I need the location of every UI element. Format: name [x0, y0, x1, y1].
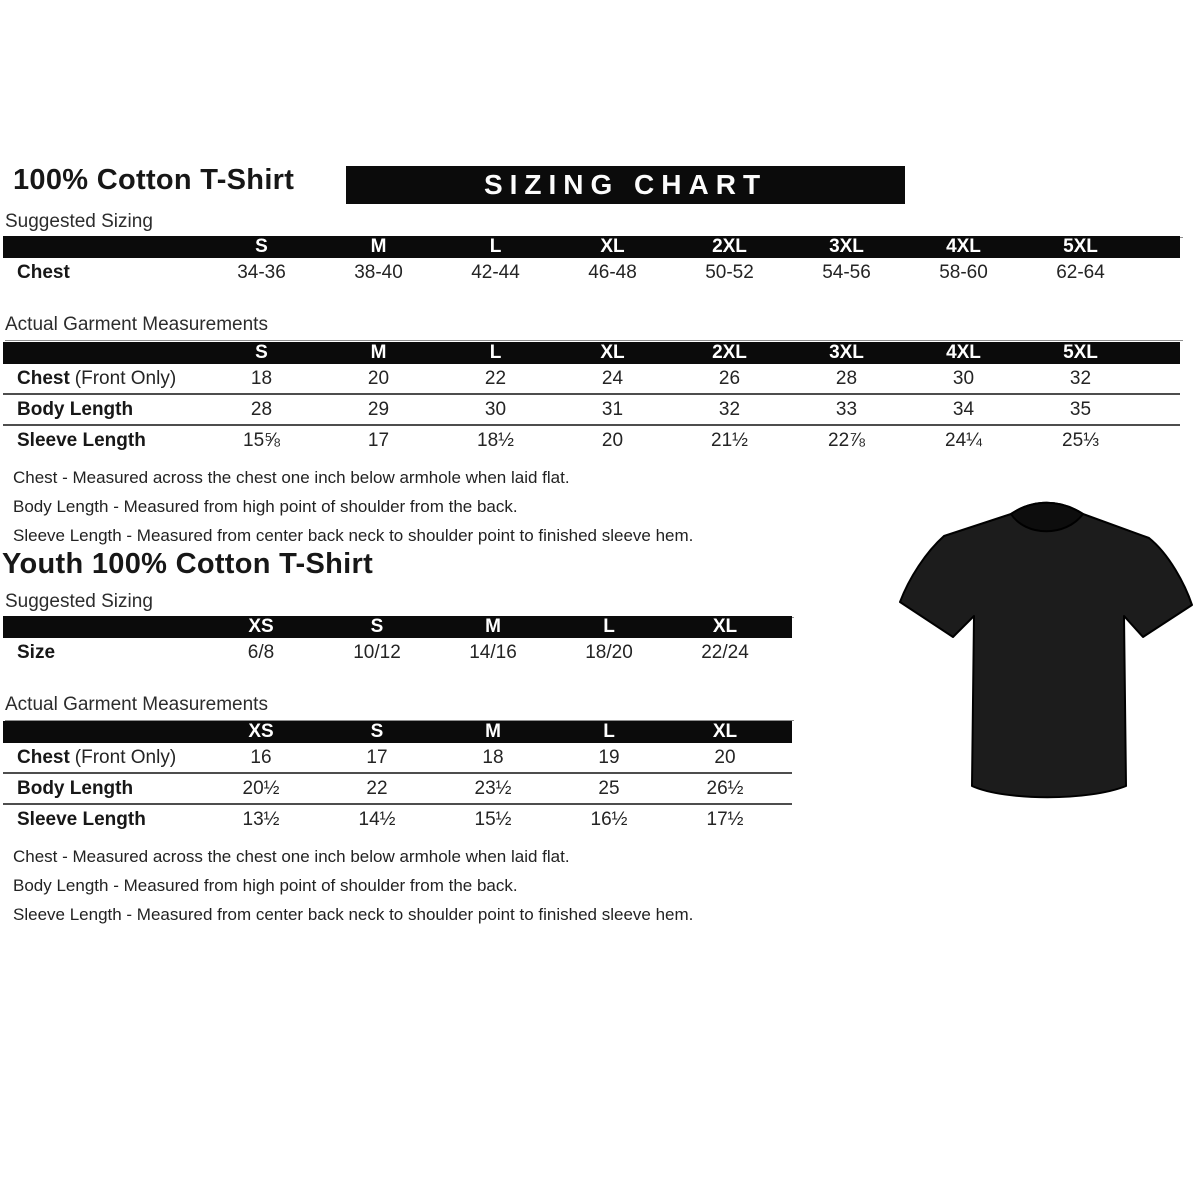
table-row-chest — [3, 258, 1180, 287]
youth-actual-table — [3, 721, 792, 834]
cell-value: 50-52 — [705, 262, 754, 283]
cell-value: 22⅞ — [828, 430, 865, 451]
sizing-chart-banner-text: SIZING CHART — [483, 169, 768, 200]
youth-title: Youth 100% Cotton T-Shirt — [2, 548, 374, 580]
row-label — [3, 364, 203, 393]
col-header-xl: XL — [600, 236, 625, 257]
cell-value: 26½ — [706, 778, 744, 799]
cell-value: 25 — [598, 778, 620, 799]
cell-value: 28 — [250, 399, 273, 420]
note-sleeve-length: Sleeve Length - Measured from center back neck to shoulder point to finished sleeve hem. — [13, 905, 694, 924]
row-label-text: Body Length — [17, 399, 134, 420]
col-header-xs: XS — [248, 721, 274, 742]
row-label-text: Chest — [17, 747, 70, 768]
col-header-xl: XL — [600, 342, 625, 363]
table-row-body-length — [3, 772, 792, 803]
cell-value: 18/20 — [585, 642, 633, 663]
cell-value: 22 — [484, 368, 507, 389]
cell-value: 10/12 — [353, 642, 401, 663]
cell-value: 17½ — [706, 809, 744, 830]
cell-value: 25⅓ — [1062, 430, 1099, 451]
cell-value: 32 — [1069, 368, 1092, 389]
row-label — [3, 426, 203, 455]
table-row-size — [3, 638, 792, 667]
adult-actual-table — [3, 342, 1180, 455]
adult-suggested-heading: Suggested Sizing — [5, 211, 1183, 238]
cell-value: 32 — [718, 399, 741, 420]
col-header-5xl: 5XL — [1063, 342, 1098, 363]
cell-value: 15⅝ — [243, 430, 280, 451]
row-label-text: Sleeve Length — [17, 809, 146, 830]
table-row-body-length — [3, 393, 1180, 424]
col-header-2xl: 2XL — [712, 236, 747, 257]
note-sleeve-length: Sleeve Length - Measured from center back neck to shoulder point to finished sleeve hem. — [13, 526, 694, 545]
row-label-text: Chest — [17, 368, 70, 389]
tshirt-body — [900, 503, 1192, 798]
cell-value: 20 — [601, 430, 624, 451]
col-header-3xl: 3XL — [829, 236, 864, 257]
row-label-text: Sleeve Length — [17, 430, 146, 451]
cell-value: 26 — [718, 368, 741, 389]
col-header-l: L — [489, 236, 502, 257]
cell-value: 21½ — [711, 430, 748, 451]
cell-value: 24 — [601, 368, 624, 389]
col-header-xl: XL — [712, 616, 738, 637]
cell-value: 20½ — [242, 778, 280, 799]
row-label-text: Size — [17, 642, 56, 663]
cell-value: 46-48 — [588, 262, 637, 283]
row-label — [3, 743, 203, 772]
cell-value: 18½ — [477, 430, 514, 451]
cell-value: 22 — [366, 778, 388, 799]
youth-measurement-notes — [13, 842, 693, 929]
cell-value: 38-40 — [354, 262, 403, 283]
cell-value: 34-36 — [237, 262, 286, 283]
youth-suggested-header-row — [3, 616, 792, 638]
col-header-l: L — [489, 342, 502, 363]
col-header-l: L — [603, 721, 615, 742]
table-row-chest-front-only — [3, 364, 1180, 393]
cell-value: 23½ — [474, 778, 512, 799]
row-label — [3, 774, 203, 803]
row-label-text: Body Length — [17, 778, 134, 799]
cell-value: 6/8 — [247, 642, 275, 663]
cell-value: 14/16 — [469, 642, 517, 663]
row-label — [3, 638, 203, 667]
note-body-length: Body Length - Measured from high point of shoulder from the back. — [13, 876, 518, 895]
col-header-l: L — [603, 616, 615, 637]
col-header-s: S — [370, 616, 384, 637]
col-header-s: S — [255, 236, 268, 257]
cell-value: 20 — [714, 747, 736, 768]
cell-value: 58-60 — [939, 262, 988, 283]
tshirt-image — [893, 492, 1198, 807]
cell-value: 31 — [601, 399, 624, 420]
youth-suggested-table — [3, 616, 792, 667]
row-label — [3, 805, 203, 834]
col-header-m: M — [485, 616, 501, 637]
cell-value: 34 — [952, 399, 975, 420]
adult-measurement-notes — [13, 463, 693, 550]
col-header-4xl: 4XL — [946, 236, 981, 257]
table-row-sleeve-length — [3, 803, 792, 834]
row-label — [3, 395, 203, 424]
sizing-chart-banner — [346, 166, 905, 204]
adult-suggested-header-row — [3, 236, 1180, 258]
cell-value: 15½ — [474, 809, 512, 830]
col-header-m: M — [370, 342, 387, 363]
cell-value: 30 — [484, 399, 507, 420]
cell-value: 24¼ — [945, 430, 982, 451]
cell-value: 62-64 — [1056, 262, 1105, 283]
col-header-2xl: 2XL — [712, 342, 747, 363]
cell-value: 42-44 — [471, 262, 520, 283]
cell-value: 16 — [250, 747, 272, 768]
col-header-m: M — [485, 721, 501, 742]
col-header-xl: XL — [712, 721, 738, 742]
note-body-length: Body Length - Measured from high point of shoulder from the back. — [13, 497, 518, 516]
adult-actual-heading: Actual Garment Measurements — [5, 314, 1183, 341]
table-row-sleeve-length — [3, 424, 1180, 455]
table-row-chest-front-only — [3, 743, 792, 772]
youth-actual-header-row — [3, 721, 792, 743]
col-header-s: S — [370, 721, 384, 742]
cell-value: 54-56 — [822, 262, 871, 283]
cell-value: 16½ — [590, 809, 628, 830]
cell-value: 33 — [835, 399, 858, 420]
cell-value: 17 — [366, 747, 388, 768]
adult-suggested-table — [3, 236, 1180, 287]
row-label-suffix: (Front Only) — [74, 747, 177, 768]
cell-value: 30 — [952, 368, 975, 389]
page-title: 100% Cotton T-Shirt — [13, 164, 295, 196]
cell-value: 13½ — [242, 809, 280, 830]
cell-value: 17 — [367, 430, 390, 451]
col-header-3xl: 3XL — [829, 342, 864, 363]
col-header-5xl: 5XL — [1063, 236, 1098, 257]
cell-value: 20 — [367, 368, 390, 389]
col-header-4xl: 4XL — [946, 342, 981, 363]
col-header-s: S — [255, 342, 268, 363]
cell-value: 35 — [1069, 399, 1092, 420]
row-label — [3, 258, 203, 287]
col-header-xs: XS — [248, 616, 274, 637]
row-label-text: Chest — [17, 262, 70, 283]
cell-value: 18 — [250, 368, 273, 389]
cell-value: 22/24 — [701, 642, 749, 663]
col-header-m: M — [370, 236, 387, 257]
cell-value: 18 — [482, 747, 504, 768]
cell-value: 28 — [835, 368, 858, 389]
youth-suggested-heading: Suggested Sizing — [5, 591, 794, 618]
row-label-suffix: (Front Only) — [74, 368, 177, 389]
cell-value: 29 — [367, 399, 390, 420]
adult-actual-header-row — [3, 342, 1180, 364]
cell-value: 19 — [598, 747, 620, 768]
note-chest: Chest - Measured across the chest one inch below armhole when laid flat. — [13, 468, 570, 487]
note-chest: Chest - Measured across the chest one inch below armhole when laid flat. — [13, 847, 570, 866]
youth-actual-heading: Actual Garment Measurements — [5, 694, 794, 721]
cell-value: 14½ — [358, 809, 396, 830]
